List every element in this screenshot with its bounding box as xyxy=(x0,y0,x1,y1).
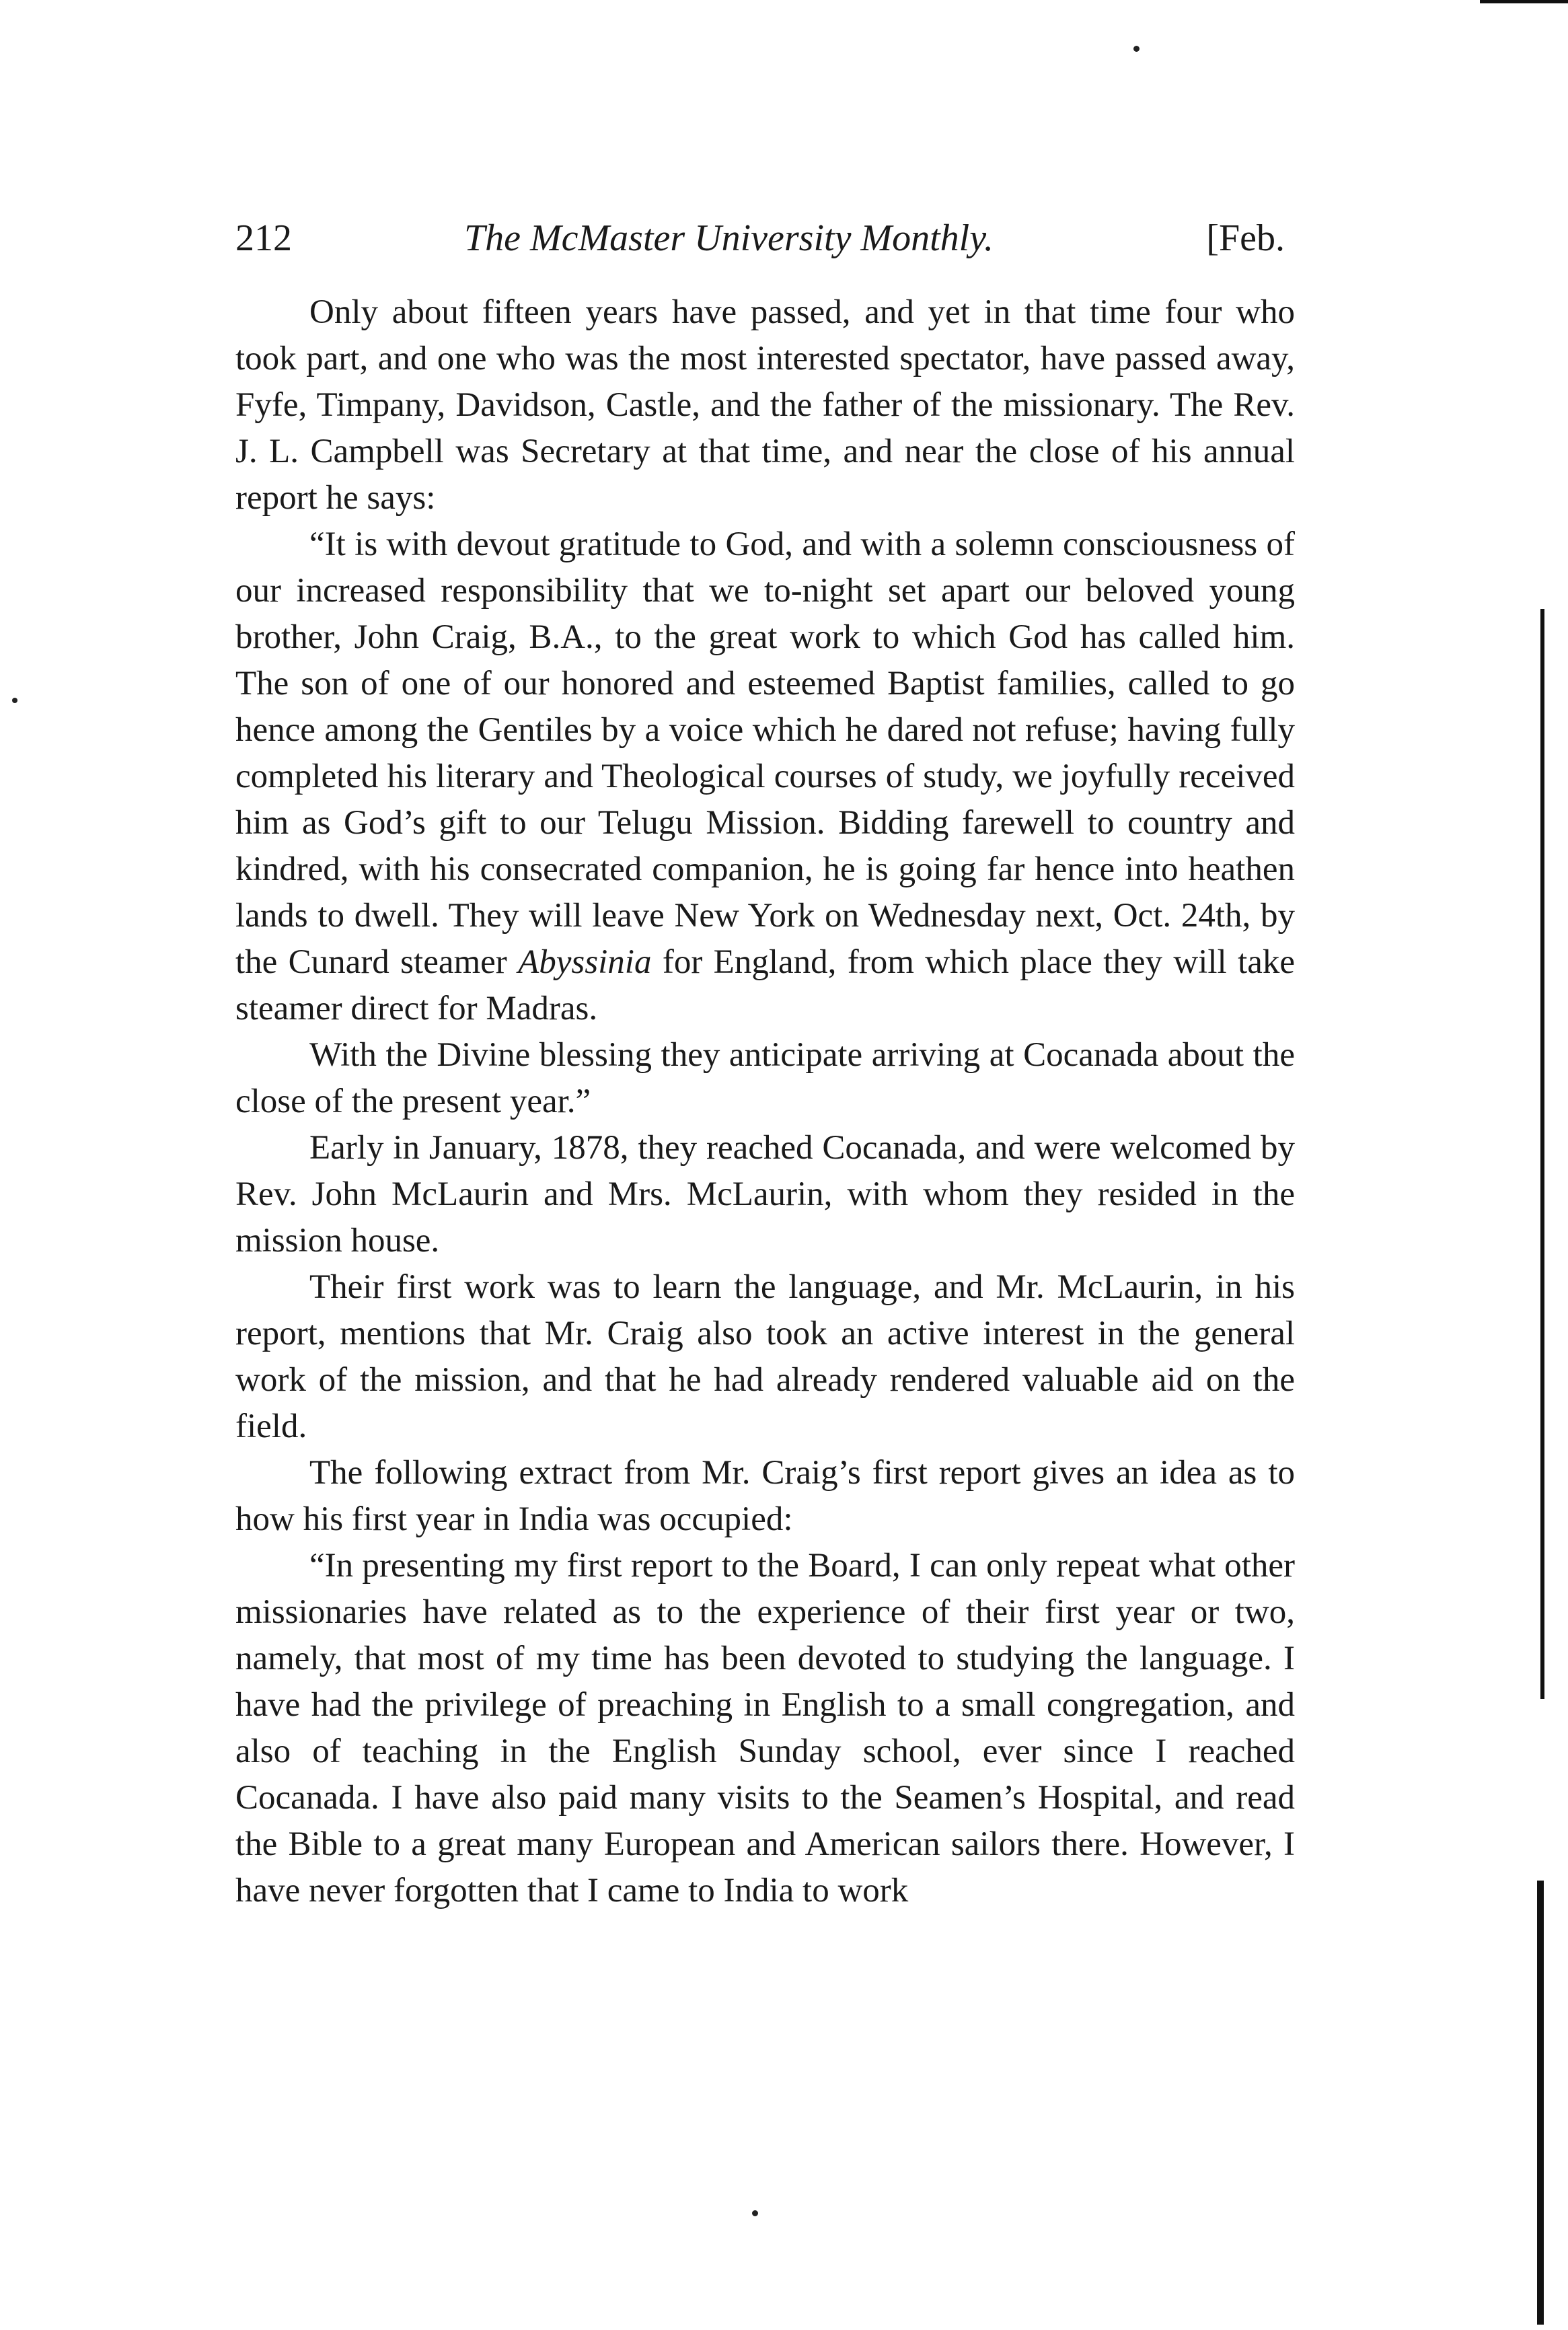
paragraph-7: “In presenting my first report to the Board, I can only repeat what other missionaries have related as to the experience of their first year or two, namely, that most of my time has been devoted to studying the language. I have had the privilege of preaching in English to a small congregation, and also of teaching in the English Sunday school, ever since I reached Cocanada. I have also paid many visits to the Seamen’s Hospital, and read the Bible to a great many European and American sailors there. However, I have never forgotten that I came to India to work xyxy=(235,1547,1295,1909)
ship-name: Abyssinia xyxy=(518,943,652,981)
page-header xyxy=(235,217,1285,277)
quote-part-2: for England, from which place they will take steamer direct for Madras. xyxy=(235,943,1296,1027)
margin-rule-lower xyxy=(1537,1881,1544,2325)
quote-part-1: “It is with devout gratitude to God, and with a solemn consciousness of our increased responsibility that we to-night set apart our beloved young brother, John Craig, B.A., to the great work to which God has called him. The son of one of our honored and esteemed Baptist families, called to go hence among the Gentiles by a voice which he dared not refuse; having fully completed his literary and Theological courses of study, we joyfully received him as God’s gift to our Telugu Mission. Bidding farewell to country and kindred, with his consecrated companion, he is going far hence into heathen lands to dwell. They will leave New York on Wednesday next, Oct. 24th, by the Cunard steamer xyxy=(235,525,1295,981)
top-edge-rule xyxy=(1480,0,1568,3)
speck xyxy=(1133,46,1140,52)
paragraph-3: With the Divine blessing they anticipate arriving at Cocanada about the close of the present year.” xyxy=(235,1036,1295,1120)
paragraph-1: Only about fifteen years have passed, and yet in that time four who took part, and one who was the most interested spectator, have passed away, Fyfe, Timpany, Davidson, Castle, and the father of the missionary. The Rev. J. L. Campbell was Secretary at that time, and near the close of his annual report he says: xyxy=(235,293,1295,517)
margin-rule-upper xyxy=(1540,609,1544,1699)
running-title: The McMaster University Monthly. xyxy=(464,217,994,259)
speck xyxy=(12,698,17,703)
paragraph-4: Early in January, 1878, they reached Cocanada, and were welcomed by Rev. John McLaurin and Mrs. McLaurin, with whom they resided in the mission house. xyxy=(235,1129,1295,1260)
issue-month: [Feb. xyxy=(1206,217,1285,259)
body-text xyxy=(235,289,1295,1914)
paragraph-6: The following extract from Mr. Craig’s first report gives an idea as to how his first year in India was occupied: xyxy=(235,1454,1295,1538)
page-number: 212 xyxy=(235,217,292,259)
paragraph-5: Their first work was to learn the language, and Mr. McLaurin, in his report, mentions that Mr. Craig also took an active interest in the general work of the mission, and that he had already rendered valuable aid on the field. xyxy=(235,1268,1295,1445)
paragraph-2 xyxy=(235,521,1295,1032)
speck xyxy=(752,2210,758,2216)
